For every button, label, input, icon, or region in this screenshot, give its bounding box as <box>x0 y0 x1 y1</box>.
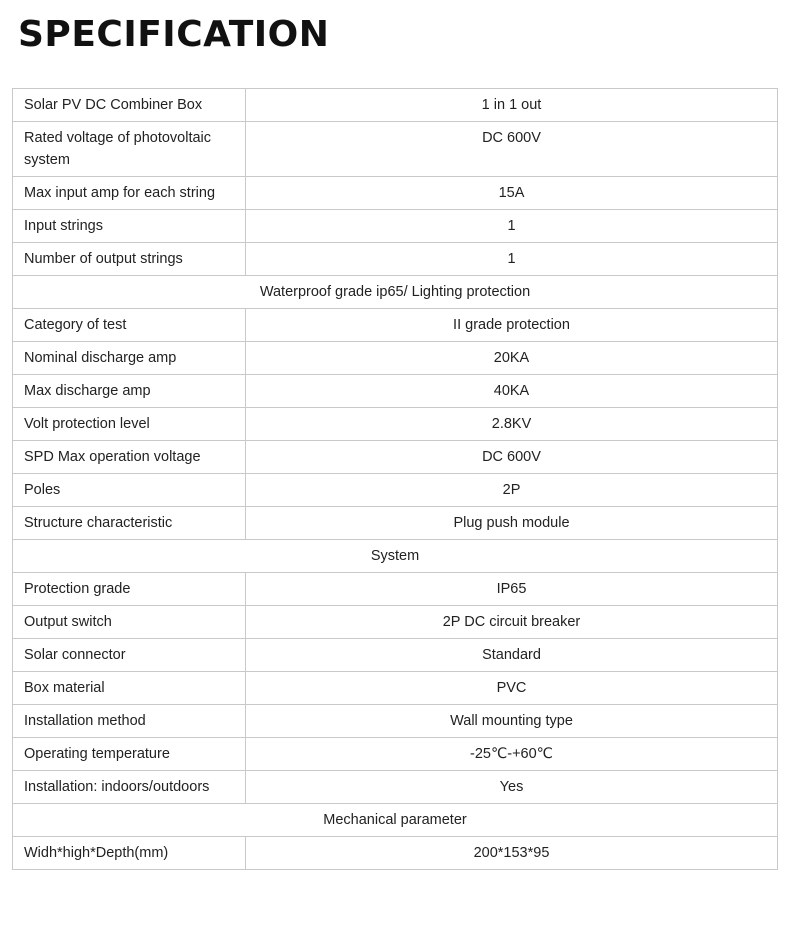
spec-label: Max input amp for each string <box>13 177 246 210</box>
spec-label: Rated voltage of photovoltaic system <box>13 122 246 177</box>
spec-value: 1 <box>246 243 778 276</box>
spec-value: 200*153*95 <box>246 837 778 870</box>
section-header: Waterproof grade ip65/ Lighting protection <box>13 276 778 309</box>
section-header-row <box>13 540 778 573</box>
section-header: Mechanical parameter <box>13 804 778 837</box>
spec-label: Installation: indoors/outdoors <box>13 771 246 804</box>
spec-value: Plug push module <box>246 507 778 540</box>
spec-row <box>13 375 778 408</box>
specification-table <box>12 88 778 870</box>
spec-label: Installation method <box>13 705 246 738</box>
spec-label: Nominal discharge amp <box>13 342 246 375</box>
spec-row <box>13 342 778 375</box>
spec-label: Volt protection level <box>13 408 246 441</box>
spec-row <box>13 122 778 177</box>
section-header-row <box>13 276 778 309</box>
spec-row <box>13 210 778 243</box>
spec-label: Output switch <box>13 606 246 639</box>
spec-row <box>13 705 778 738</box>
spec-value: 1 <box>246 210 778 243</box>
spec-value: PVC <box>246 672 778 705</box>
spec-value: 15A <box>246 177 778 210</box>
spec-label: Operating temperature <box>13 738 246 771</box>
spec-row <box>13 573 778 606</box>
spec-label: Category of test <box>13 309 246 342</box>
spec-label: Box material <box>13 672 246 705</box>
spec-row <box>13 243 778 276</box>
section-header-row <box>13 804 778 837</box>
spec-value: Yes <box>246 771 778 804</box>
spec-value: 2P <box>246 474 778 507</box>
spec-value: 1 in 1 out <box>246 89 778 122</box>
spec-value: 40KA <box>246 375 778 408</box>
spec-row <box>13 771 778 804</box>
spec-row <box>13 441 778 474</box>
spec-value: 2.8KV <box>246 408 778 441</box>
spec-label: Protection grade <box>13 573 246 606</box>
spec-value: Standard <box>246 639 778 672</box>
page-title: SPECIFICATION <box>18 14 330 55</box>
spec-value: -25℃-+60℃ <box>246 738 778 771</box>
spec-label: Solar connector <box>13 639 246 672</box>
spec-row <box>13 738 778 771</box>
spec-row <box>13 606 778 639</box>
spec-label: Number of output strings <box>13 243 246 276</box>
spec-row <box>13 177 778 210</box>
spec-row <box>13 309 778 342</box>
spec-value: DC 600V <box>246 441 778 474</box>
spec-value: DC 600V <box>246 122 778 177</box>
spec-row <box>13 408 778 441</box>
spec-row <box>13 507 778 540</box>
spec-value: 2P DC circuit breaker <box>246 606 778 639</box>
spec-row <box>13 672 778 705</box>
spec-row <box>13 474 778 507</box>
spec-label: Structure characteristic <box>13 507 246 540</box>
section-header: System <box>13 540 778 573</box>
spec-row <box>13 89 778 122</box>
spec-row <box>13 837 778 870</box>
spec-label: Solar PV DC Combiner Box <box>13 89 246 122</box>
specification-table-body <box>13 89 778 870</box>
spec-value: IP65 <box>246 573 778 606</box>
spec-value: 20KA <box>246 342 778 375</box>
spec-value: II grade protection <box>246 309 778 342</box>
spec-label: Poles <box>13 474 246 507</box>
spec-label: Input strings <box>13 210 246 243</box>
spec-label: Max discharge amp <box>13 375 246 408</box>
spec-label: SPD Max operation voltage <box>13 441 246 474</box>
spec-value: Wall mounting type <box>246 705 778 738</box>
spec-row <box>13 639 778 672</box>
spec-label: Widh*high*Depth(mm) <box>13 837 246 870</box>
